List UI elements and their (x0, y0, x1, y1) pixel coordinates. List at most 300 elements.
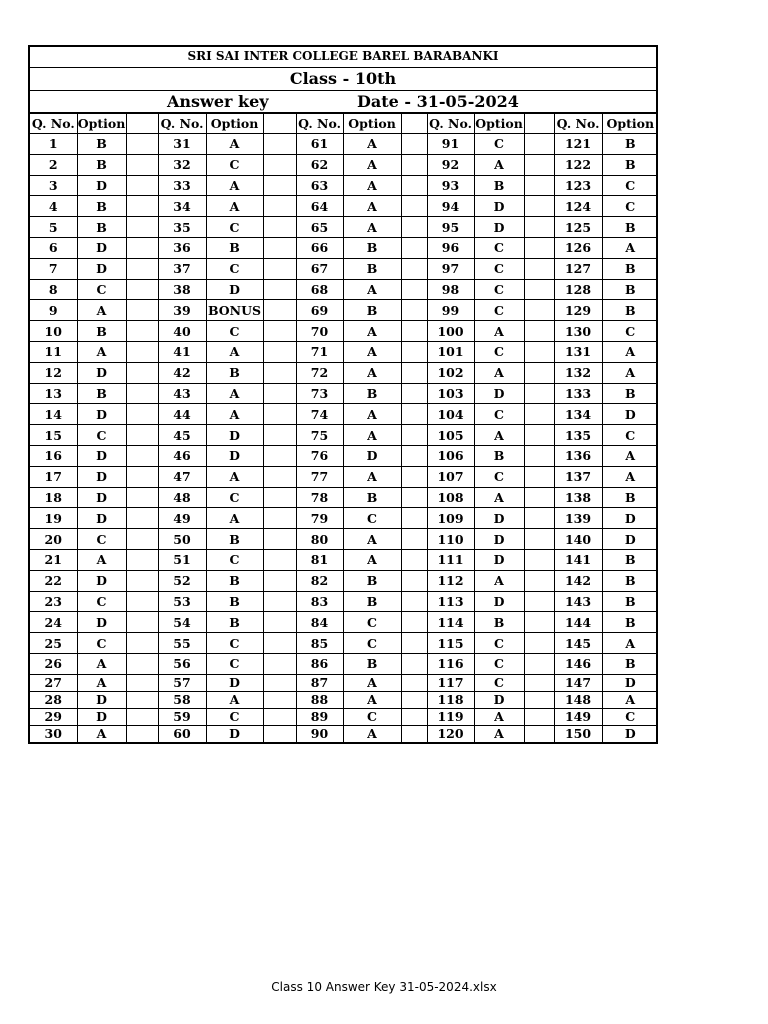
option-cell: A (474, 362, 524, 383)
option-cell: A (343, 404, 401, 425)
option-cell: C (343, 633, 401, 654)
spacer-cell (401, 708, 427, 725)
question-number-cell: 2 (30, 154, 77, 175)
question-number-cell: 59 (158, 708, 206, 725)
question-number-cell: 51 (158, 549, 206, 570)
table-row (30, 321, 658, 342)
spacer-cell (401, 674, 427, 691)
table-row (30, 591, 658, 612)
spacer-cell (126, 217, 158, 238)
option-cell: B (602, 591, 658, 612)
question-number-cell: 19 (30, 508, 77, 529)
question-number-cell: 22 (30, 570, 77, 591)
spacer-cell (126, 466, 158, 487)
option-cell: A (474, 154, 524, 175)
spacer-cell (126, 612, 158, 633)
question-number-cell: 54 (158, 612, 206, 633)
table-row (30, 341, 658, 362)
question-number-cell: 28 (30, 691, 77, 708)
spacer-cell (401, 154, 427, 175)
option-cell: C (602, 196, 658, 217)
option-cell: C (77, 425, 126, 446)
question-number-cell: 13 (30, 383, 77, 404)
spacer-cell (263, 708, 296, 725)
question-number-cell: 121 (554, 134, 602, 155)
spacer-cell (401, 425, 427, 446)
question-number-cell: 108 (427, 487, 474, 508)
spacer-cell (126, 529, 158, 550)
question-number-cell: 143 (554, 591, 602, 612)
option-cell: D (77, 466, 126, 487)
option-cell: B (343, 258, 401, 279)
question-number-cell: 91 (427, 134, 474, 155)
spacer-cell (263, 154, 296, 175)
question-number-cell: 90 (296, 725, 343, 742)
question-number-cell: 64 (296, 196, 343, 217)
question-number-cell: 45 (158, 425, 206, 446)
spacer-cell (401, 445, 427, 466)
option-cell: C (343, 508, 401, 529)
class-title: Class - 10th (30, 68, 656, 91)
option-cell: C (602, 175, 658, 196)
question-number-cell: 46 (158, 445, 206, 466)
table-row (30, 217, 658, 238)
question-number-cell: 139 (554, 508, 602, 529)
question-number-cell: 76 (296, 445, 343, 466)
spacer-cell (126, 633, 158, 654)
question-number-cell: 106 (427, 445, 474, 466)
question-number-cell: 65 (296, 217, 343, 238)
spacer-cell (524, 196, 554, 217)
option-cell: A (343, 674, 401, 691)
option-cell: A (343, 134, 401, 155)
question-number-cell: 33 (158, 175, 206, 196)
spacer-cell (263, 570, 296, 591)
option-cell: D (474, 591, 524, 612)
spacer-cell (126, 725, 158, 742)
spacer-cell (263, 487, 296, 508)
question-number-cell: 49 (158, 508, 206, 529)
option-cell: D (474, 196, 524, 217)
question-number-cell: 113 (427, 591, 474, 612)
question-number-header: Q. No. (296, 114, 343, 134)
spacer-cell (263, 591, 296, 612)
table-row (30, 237, 658, 258)
spacer-cell (263, 217, 296, 238)
option-cell: B (602, 653, 658, 674)
table-row (30, 674, 658, 691)
question-number-cell: 136 (554, 445, 602, 466)
option-cell: D (77, 708, 126, 725)
question-number-cell: 21 (30, 549, 77, 570)
option-cell: A (343, 549, 401, 570)
question-number-cell: 4 (30, 196, 77, 217)
option-cell: A (343, 279, 401, 300)
option-cell: A (206, 134, 263, 155)
table-row (30, 404, 658, 425)
spacer-cell (126, 549, 158, 570)
question-number-cell: 89 (296, 708, 343, 725)
question-number-cell: 52 (158, 570, 206, 591)
table-row (30, 691, 658, 708)
question-number-cell: 82 (296, 570, 343, 591)
question-number-cell: 93 (427, 175, 474, 196)
option-cell: A (602, 341, 658, 362)
option-cell: B (77, 383, 126, 404)
option-cell: D (77, 691, 126, 708)
table-row (30, 279, 658, 300)
table-row (30, 154, 658, 175)
spacer-cell (126, 691, 158, 708)
question-number-cell: 147 (554, 674, 602, 691)
spacer-cell (524, 134, 554, 155)
answer-key-table (30, 113, 658, 742)
question-number-cell: 38 (158, 279, 206, 300)
table-row (30, 549, 658, 570)
question-number-cell: 43 (158, 383, 206, 404)
option-cell: B (77, 217, 126, 238)
option-cell: C (206, 154, 263, 175)
option-cell: A (206, 404, 263, 425)
question-number-cell: 30 (30, 725, 77, 742)
question-number-cell: 132 (554, 362, 602, 383)
question-number-cell: 115 (427, 633, 474, 654)
question-number-cell: 96 (427, 237, 474, 258)
option-cell: A (206, 383, 263, 404)
question-number-cell: 144 (554, 612, 602, 633)
question-number-cell: 5 (30, 217, 77, 238)
spacer-cell (524, 591, 554, 612)
option-cell: A (343, 196, 401, 217)
spacer-header (524, 114, 554, 134)
spacer-cell (126, 321, 158, 342)
spacer-cell (401, 508, 427, 529)
question-number-cell: 8 (30, 279, 77, 300)
option-cell: D (77, 237, 126, 258)
spacer-cell (263, 653, 296, 674)
question-number-cell: 77 (296, 466, 343, 487)
option-cell: C (206, 217, 263, 238)
question-number-cell: 135 (554, 425, 602, 446)
question-number-cell: 99 (427, 300, 474, 321)
option-cell: C (206, 633, 263, 654)
answer-key-sheet (28, 45, 658, 744)
spacer-cell (263, 258, 296, 279)
option-cell: B (602, 383, 658, 404)
spacer-cell (126, 258, 158, 279)
question-number-cell: 75 (296, 425, 343, 446)
option-cell: C (77, 529, 126, 550)
option-cell: C (77, 591, 126, 612)
spacer-header (401, 114, 427, 134)
question-number-cell: 98 (427, 279, 474, 300)
option-cell: A (602, 445, 658, 466)
option-cell: D (474, 383, 524, 404)
option-cell: B (602, 258, 658, 279)
option-cell: D (602, 674, 658, 691)
spacer-cell (524, 217, 554, 238)
option-header: Option (206, 114, 263, 134)
spacer-cell (401, 691, 427, 708)
spacer-cell (263, 341, 296, 362)
option-cell: C (343, 612, 401, 633)
question-number-cell: 9 (30, 300, 77, 321)
question-number-header: Q. No. (427, 114, 474, 134)
option-cell: A (474, 708, 524, 725)
option-cell: A (474, 725, 524, 742)
spacer-cell (401, 404, 427, 425)
table-row (30, 196, 658, 217)
option-cell: A (206, 508, 263, 529)
spacer-cell (126, 591, 158, 612)
question-number-cell: 137 (554, 466, 602, 487)
question-number-cell: 44 (158, 404, 206, 425)
question-number-cell: 142 (554, 570, 602, 591)
option-cell: D (206, 725, 263, 742)
option-cell: B (343, 487, 401, 508)
option-cell: A (343, 154, 401, 175)
question-number-cell: 84 (296, 612, 343, 633)
option-cell: B (343, 300, 401, 321)
spacer-cell (401, 258, 427, 279)
question-number-cell: 69 (296, 300, 343, 321)
option-cell: B (474, 445, 524, 466)
option-cell: C (474, 279, 524, 300)
option-cell: C (602, 321, 658, 342)
question-number-cell: 6 (30, 237, 77, 258)
option-cell: D (77, 508, 126, 529)
option-cell: D (343, 445, 401, 466)
question-number-cell: 26 (30, 653, 77, 674)
spacer-cell (126, 362, 158, 383)
spacer-cell (524, 279, 554, 300)
question-number-cell: 141 (554, 549, 602, 570)
option-cell: A (602, 691, 658, 708)
option-cell: A (77, 674, 126, 691)
spacer-cell (126, 154, 158, 175)
option-cell: B (206, 529, 263, 550)
question-number-cell: 27 (30, 674, 77, 691)
spacer-cell (524, 425, 554, 446)
spacer-cell (126, 300, 158, 321)
question-number-cell: 127 (554, 258, 602, 279)
spacer-cell (401, 633, 427, 654)
spacer-cell (401, 341, 427, 362)
option-cell: C (206, 258, 263, 279)
question-number-cell: 53 (158, 591, 206, 612)
spacer-cell (263, 612, 296, 633)
table-row (30, 466, 658, 487)
question-number-cell: 116 (427, 653, 474, 674)
spacer-cell (263, 175, 296, 196)
option-cell: B (474, 612, 524, 633)
question-number-cell: 104 (427, 404, 474, 425)
question-number-cell: 58 (158, 691, 206, 708)
option-cell: D (474, 529, 524, 550)
option-cell: C (77, 279, 126, 300)
school-name: SRI SAI INTER COLLEGE BAREL BARABANKI (30, 47, 656, 68)
option-header: Option (474, 114, 524, 134)
spacer-cell (263, 279, 296, 300)
question-number-cell: 41 (158, 341, 206, 362)
option-cell: B (343, 237, 401, 258)
option-cell: C (206, 653, 263, 674)
option-cell: C (474, 633, 524, 654)
spacer-cell (401, 175, 427, 196)
option-cell: B (343, 591, 401, 612)
question-number-cell: 66 (296, 237, 343, 258)
spacer-cell (126, 196, 158, 217)
spacer-cell (524, 362, 554, 383)
question-number-cell: 1 (30, 134, 77, 155)
question-number-cell: 149 (554, 708, 602, 725)
option-cell: A (206, 175, 263, 196)
option-cell: A (77, 653, 126, 674)
spacer-cell (126, 279, 158, 300)
spacer-cell (524, 674, 554, 691)
table-row (30, 425, 658, 446)
spacer-cell (263, 321, 296, 342)
table-row (30, 362, 658, 383)
option-cell: D (77, 258, 126, 279)
option-cell: C (206, 708, 263, 725)
spacer-cell (524, 570, 554, 591)
spacer-cell (524, 725, 554, 742)
option-cell: D (77, 570, 126, 591)
answer-key-heading (30, 91, 656, 113)
question-number-cell: 31 (158, 134, 206, 155)
question-number-cell: 105 (427, 425, 474, 446)
option-cell: A (77, 300, 126, 321)
option-cell: D (602, 529, 658, 550)
spacer-cell (401, 549, 427, 570)
question-number-cell: 101 (427, 341, 474, 362)
spacer-cell (524, 404, 554, 425)
table-row (30, 445, 658, 466)
option-cell: C (474, 300, 524, 321)
question-number-cell: 111 (427, 549, 474, 570)
spacer-cell (524, 653, 554, 674)
option-cell: C (602, 708, 658, 725)
option-header: Option (602, 114, 658, 134)
question-number-cell: 73 (296, 383, 343, 404)
question-number-cell: 25 (30, 633, 77, 654)
option-cell: D (474, 549, 524, 570)
question-number-cell: 129 (554, 300, 602, 321)
spacer-cell (401, 237, 427, 258)
spacer-cell (524, 708, 554, 725)
option-cell: B (77, 321, 126, 342)
option-cell: B (343, 383, 401, 404)
table-row (30, 708, 658, 725)
question-number-cell: 24 (30, 612, 77, 633)
spacer-cell (263, 404, 296, 425)
option-cell: BONUS (206, 300, 263, 321)
question-number-cell: 94 (427, 196, 474, 217)
table-row (30, 633, 658, 654)
question-number-cell: 110 (427, 529, 474, 550)
question-number-cell: 150 (554, 725, 602, 742)
option-cell: D (474, 217, 524, 238)
option-cell: B (206, 237, 263, 258)
spacer-cell (524, 237, 554, 258)
question-number-cell: 78 (296, 487, 343, 508)
option-cell: D (602, 508, 658, 529)
spacer-cell (401, 279, 427, 300)
spacer-cell (126, 708, 158, 725)
question-number-cell: 61 (296, 134, 343, 155)
option-cell: C (206, 321, 263, 342)
option-cell: B (77, 154, 126, 175)
option-cell: A (77, 725, 126, 742)
question-number-cell: 95 (427, 217, 474, 238)
question-number-cell: 40 (158, 321, 206, 342)
question-number-cell: 71 (296, 341, 343, 362)
option-cell: A (77, 341, 126, 362)
spacer-header (126, 114, 158, 134)
option-header: Option (77, 114, 126, 134)
option-cell: A (602, 362, 658, 383)
option-cell: A (77, 549, 126, 570)
option-cell: C (206, 487, 263, 508)
table-row (30, 258, 658, 279)
table-row (30, 383, 658, 404)
spacer-cell (263, 674, 296, 691)
spacer-cell (401, 217, 427, 238)
file-name-footer: Class 10 Answer Key 31-05-2024.xlsx (271, 980, 497, 994)
option-cell: A (343, 466, 401, 487)
option-cell: D (206, 445, 263, 466)
question-number-cell: 34 (158, 196, 206, 217)
spacer-cell (263, 196, 296, 217)
question-number-cell: 39 (158, 300, 206, 321)
question-number-cell: 120 (427, 725, 474, 742)
spacer-cell (524, 612, 554, 633)
question-number-cell: 126 (554, 237, 602, 258)
question-number-cell: 62 (296, 154, 343, 175)
question-number-cell: 97 (427, 258, 474, 279)
spacer-cell (126, 404, 158, 425)
spacer-cell (524, 445, 554, 466)
spacer-cell (401, 612, 427, 633)
question-number-cell: 112 (427, 570, 474, 591)
option-cell: B (77, 196, 126, 217)
table-row (30, 175, 658, 196)
spacer-cell (524, 633, 554, 654)
table-row (30, 134, 658, 155)
question-number-cell: 12 (30, 362, 77, 383)
option-cell: A (474, 425, 524, 446)
question-number-header: Q. No. (554, 114, 602, 134)
spacer-cell (401, 321, 427, 342)
question-number-cell: 70 (296, 321, 343, 342)
option-cell: B (602, 549, 658, 570)
question-number-cell: 118 (427, 691, 474, 708)
question-number-cell: 56 (158, 653, 206, 674)
question-number-cell: 74 (296, 404, 343, 425)
spacer-cell (126, 425, 158, 446)
option-cell: A (206, 466, 263, 487)
option-cell: B (343, 570, 401, 591)
option-cell: D (602, 725, 658, 742)
option-cell: C (474, 237, 524, 258)
option-cell: A (206, 341, 263, 362)
question-number-cell: 131 (554, 341, 602, 362)
option-cell: B (602, 300, 658, 321)
question-number-cell: 20 (30, 529, 77, 550)
option-cell: B (206, 362, 263, 383)
spacer-cell (524, 258, 554, 279)
